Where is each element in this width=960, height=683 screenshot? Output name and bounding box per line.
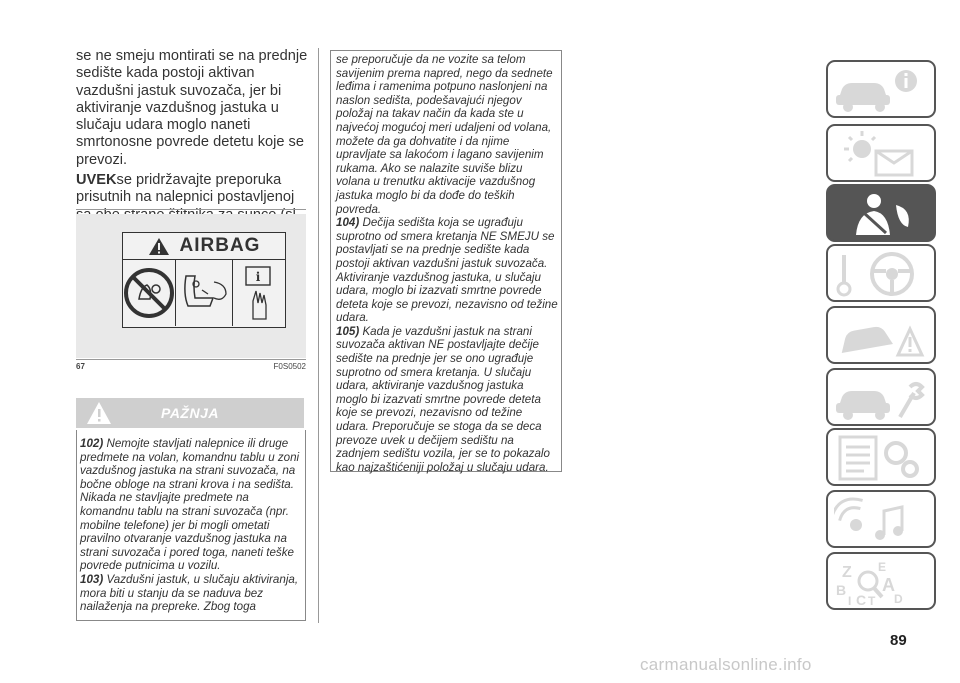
warning-item-number: 103): [80, 572, 104, 586]
technical-data-icon: [834, 433, 930, 483]
svg-text:i: i: [255, 270, 261, 284]
car-maintenance-icon: [834, 373, 930, 423]
emergency-car-icon: [834, 311, 930, 361]
tab-seat-safety[interactable]: [826, 184, 936, 242]
prohibition-panel: [123, 260, 176, 326]
figure-code: F0S0502: [273, 362, 306, 371]
figure-airbag-label: [76, 214, 306, 358]
warning-item-text: Kada je vazdušni jastuk na strani suvozača aktivan NE postavljajte dečije sedište na prednje jer se ono ugrađuje suprotno od smera kretanja. U slučaju udara, aktiviranje vazdušnog jastuka moglo bi izazvati smrtne povrede deteta koje se prevozi, nezavisno od težine udara. Preporučuje se stoga da se deca prevoze uvek u dečijem sedištu na zadnjem sedištu vozila, jer se to pokazalo kao najzaštićeniji položaj u slučaju udara.: [336, 324, 550, 474]
tab-maintenance[interactable]: [826, 368, 936, 426]
index-letter: D: [894, 592, 903, 606]
warning-item: [336, 216, 558, 325]
index-letter: E: [878, 560, 887, 574]
seat-safety-icon: [834, 189, 930, 239]
index-letter: C: [856, 592, 867, 607]
warning-item-number: 102): [80, 437, 104, 450]
index-letter: T: [868, 594, 876, 607]
warning-item-number: 105): [336, 324, 360, 338]
tab-car-info[interactable]: [826, 60, 936, 118]
warning-banner: [76, 398, 304, 428]
index-letter: Z: [842, 564, 852, 581]
tab-index[interactable]: [826, 552, 936, 610]
sticker-body: [123, 260, 285, 326]
car-info-icon: [834, 65, 930, 115]
warning-item: [80, 573, 302, 614]
sticker-header: [123, 233, 285, 260]
warning-title: PAŽNJA: [161, 405, 219, 421]
airbag-seat-panel: [176, 260, 233, 326]
warning-lights-icon: [834, 129, 930, 179]
warning-triangle-icon: [148, 237, 170, 256]
warning-text: [80, 437, 302, 614]
paragraph-2-lead: UVEK: [76, 172, 117, 189]
index-icon: [834, 557, 930, 607]
watermark: carmanualsonline.info: [640, 655, 812, 674]
divider: [76, 209, 306, 210]
warning-item-number: 104): [336, 216, 360, 230]
index-letter: B: [836, 582, 847, 598]
figure-divider: [76, 359, 306, 360]
seat-airbag-icon: [176, 268, 232, 318]
paragraph-2-text: se pridržavajte preporuka prisutnih na nalepnici postavljenoj: [76, 172, 295, 206]
warning-item-text: Nemojte stavljati nalepnice ili druge predmete na volan, komandnu tablu u zoni vazdušnog jastuka na strani suvozača, na bočne obloge na strani krova i na sedišta. Nikada ne stavljajte predmete na komandnu tablu na strani suvozača (npr. mobilne telefone) jer bi mogli ometati pravilno otvaranje vazdušnog jastuka na strani suvozača i pored toga, naneti teške povrede putnicima u vozilu.: [80, 437, 300, 573]
tab-multimedia[interactable]: [826, 490, 936, 548]
continuation-intro: se preporučuje da ne vozite sa telom savijenim prema napred, nego da sednete leđima i ramenima potpuno naslonjeni na naslon sedišta, podešavajući njegov položaj na takav način da kada ste u najvećoj mogućoj meri udaljeni od volana, možete da ga dohvatite i da njime upravljate sa lakoćom i lagano savijenim rukama. Ako se nalazite suviše blizu volana u trenutku aktivacije vazdušnog jastuka moglo bi da dođe do teških povreda.: [336, 53, 553, 216]
tab-warning-lights[interactable]: [826, 124, 936, 182]
warning-item: [336, 325, 558, 475]
tab-technical-data[interactable]: [826, 428, 936, 486]
sticker-title: AIRBAG: [179, 235, 261, 256]
manual-hand-icon: [241, 265, 277, 321]
paragraph-1: se ne smeju montirati se na prednje sedište kada postoji aktivan vazdušni jastuk suvozača, jer bi aktiviranje vazdušnog jastuka u slučaju udara moglo naneti smrtonosne povrede detetu koje se prevozi.: [76, 48, 308, 168]
multimedia-icon: [834, 495, 930, 545]
airbag-sticker: [122, 232, 286, 328]
page-number: 89: [890, 632, 907, 649]
warning-item-text: Dečija sedišta koja se ugrađuju suprotno od smera kretanja NE SMEJU se postavljati se na prednje sedište kada postoji aktivan vazdušni jastuk suvozača. Aktiviranje vazdušnog jastuka, u slučaju udara, moglo bi izazvati smrtne povrede deteta koje se prevozi, nezavisno od težine udara.: [336, 216, 558, 325]
manual-panel: [233, 260, 285, 326]
tab-emergency[interactable]: [826, 306, 936, 364]
steering-key-icon: [834, 249, 930, 299]
column-divider: [318, 48, 319, 623]
warning-item-text: Vazdušni jastuk, u slučaju aktiviranja, mora biti u stanju da se naduva bez nailaženja na prepreke. Zbog toga: [80, 572, 299, 614]
warning-continuation-text: [336, 53, 558, 474]
index-letter: I: [848, 594, 852, 607]
warning-item: [80, 437, 302, 573]
index-letter: A: [882, 575, 895, 595]
no-child-seat-icon: [123, 267, 175, 319]
figure-number: 67: [76, 362, 85, 371]
tab-steering-key[interactable]: [826, 244, 936, 302]
figure-caption: [76, 362, 306, 371]
